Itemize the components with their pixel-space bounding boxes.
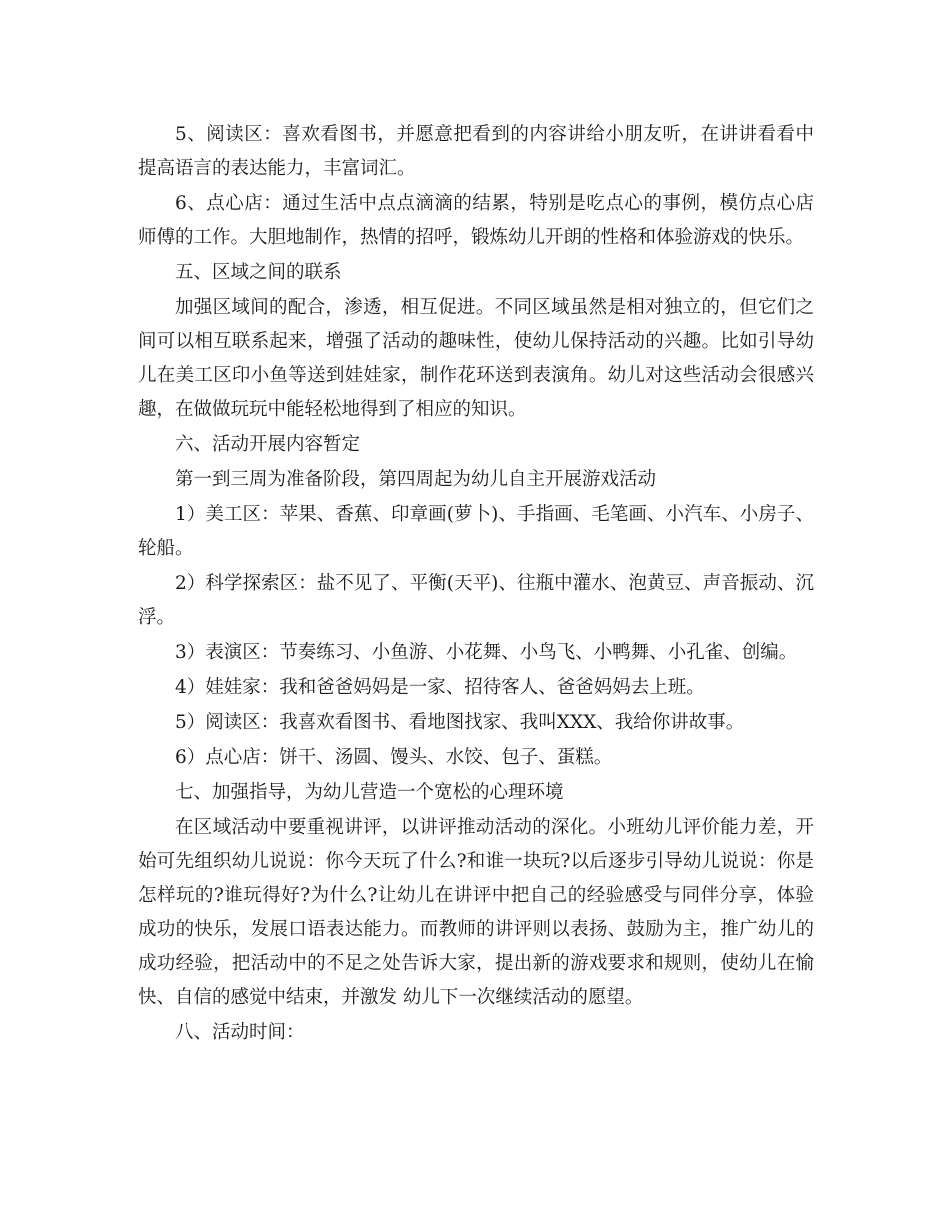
paragraph-guidance: 在区域活动中要重视讲评，以讲评推动活动的深化。小班幼儿评价能力差，开始可先组织幼儿说说：你今天玩了什么?和谁一块玩?以后逐步引导幼儿说说：你是怎样玩的?谁玩得好?为什么?让幼儿在讲评中把自己的经验感受与同伴分享，体验成功的快乐，发展口语表达能力。而教师的讲评则以表扬、鼓励为主，推广幼儿的成功经验，把活动中的不足之处告诉大家，提出新的游戏要求和规则，使幼儿在愉快、自信的感觉中结束，并激发 幼儿下一次继续活动的愿望。 [138, 817, 814, 1008]
heading-section-6: 六、活动开展内容暂定 [175, 434, 361, 455]
paragraph-snack-shop: 6、点心店：通过生活中点点滴滴的结累，特别是吃点心的事例，模仿点心店师傅的工作。大胆地制作，热情的招呼，锻炼幼儿开朗的性格和体验游戏的快乐。 [138, 193, 814, 248]
paragraph-schedule: 第一到三周为准备阶段，第四周起为幼儿自主开展游戏活动 [175, 469, 657, 490]
list-item-art-area: 1）美工区：苹果、香蕉、印章画(萝卜)、手指画、毛笔画、小汽车、小房子、轮船。 [138, 504, 814, 559]
heading-section-5: 五、区域之间的联系 [175, 262, 342, 283]
paragraph-area-links: 加强区域间的配合，渗透，相互促进。不同区域虽然是相对独立的，但它们之间可以相互联系起来，增强了活动的趣味性，使幼儿保持活动的兴趣。比如引导幼儿在美工区印小鱼等送到娃娃家，制作花环送到表演角。幼儿对这些活动会很感兴趣，在做做玩玩中能轻松地得到了相应的知识。 [138, 297, 814, 420]
heading-section-7: 七、加强指导，为幼儿营造一个宽松的心理环境 [175, 782, 564, 803]
document-body [138, 118, 814, 1051]
list-item-reading-area: 5）阅读区：我喜欢看图书、看地图找家、我叫XXX、我给你讲故事。 [175, 712, 745, 733]
list-item-doll-house: 4）娃娃家：我和爸爸妈妈是一家、招待客人、爸爸妈妈去上班。 [175, 677, 705, 698]
list-item-science-area: 2）科学探索区：盐不见了、平衡(天平)、往瓶中灌水、泡黄豆、声音振动、沉浮。 [138, 573, 814, 628]
list-item-performance-area: 3）表演区：节奏练习、小鱼游、小花舞、小鸟飞、小鸭舞、小孔雀、创编。 [175, 642, 798, 663]
list-item-snack-shop: 6）点心店：饼干、汤圆、馒头、水饺、包子、蛋糕。 [175, 747, 613, 768]
heading-section-8: 八、活动时间： [175, 1022, 305, 1043]
paragraph-reading-area: 5、阅读区：喜欢看图书，并愿意把看到的内容讲给小朋友听，在讲讲看看中提高语言的表达能力，丰富词汇。 [138, 124, 814, 179]
